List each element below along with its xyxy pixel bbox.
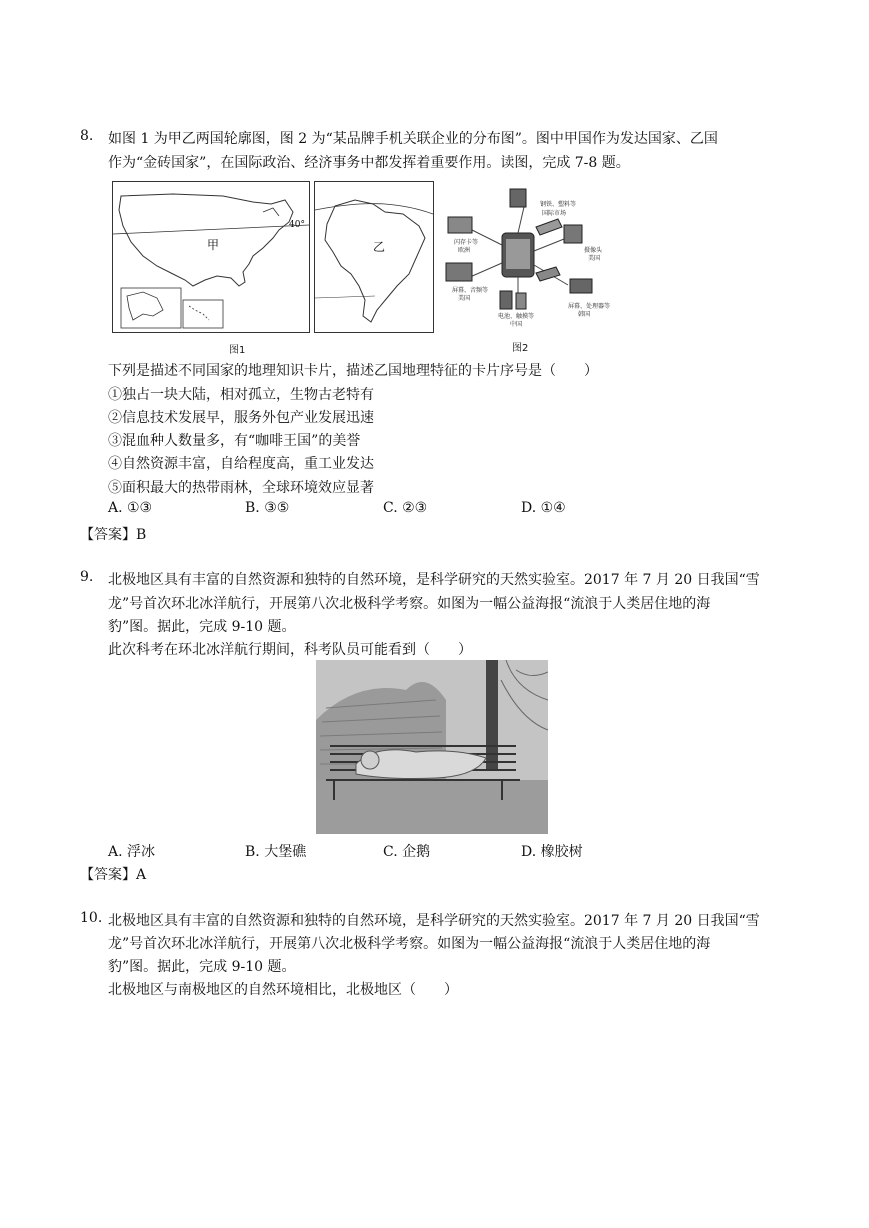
fig2-label-1: 钢铁、塑料等 xyxy=(540,201,577,208)
fig2-label-11: 屏幕、处理器等 xyxy=(568,303,611,310)
q8-option-d[interactable]: D. ①④ xyxy=(521,500,566,516)
q10-stem-line-1: 北极地区具有丰富的自然资源和独特的自然环境，是科学研究的天然实验室。2017 年 7 月 20 日我国“雪 xyxy=(108,913,760,929)
q9-answer: 【答案】A xyxy=(80,867,147,883)
fig2-label-12: 韩国 xyxy=(578,311,591,318)
usa-outline-map xyxy=(113,182,309,332)
fig2-label-9: 电池、触摸等 xyxy=(498,313,535,320)
q8-stem-line-1: 如图 1 为甲乙两国轮廓图，图 2 为“某品牌手机关联企业的分布图”。图中甲国作为发达国家、乙国 xyxy=(108,131,718,147)
seal-on-bench-poster xyxy=(316,660,548,834)
latitude-label: 40° xyxy=(289,220,305,230)
figure1-caption: 图1 xyxy=(229,345,246,356)
fig2-label-3: 闪存卡等 xyxy=(454,239,479,246)
q10-number: 10. xyxy=(80,910,103,926)
q9-question: 此次科考在环北冰洋航行期间，科考队员可能看到（ ） xyxy=(108,642,472,658)
q8-stem-line-2: 作为“金砖国家”，在国际政治、经济事务中都发挥着重要作用。读图，完成 7-8 题。 xyxy=(108,155,630,171)
fig2-label-8: 美国 xyxy=(458,295,471,302)
figure2-caption: 图2 xyxy=(512,343,529,354)
q9-option-d[interactable]: D. 橡胶树 xyxy=(521,844,583,860)
q9-option-a[interactable]: A. 浮冰 xyxy=(108,844,156,860)
q8-card-4: ④自然资源丰富，自给程度高，重工业发达 xyxy=(108,456,374,472)
figure2-supply-chain xyxy=(440,181,616,331)
q8-card-1: ①独占一块大陆，相对孤立，生物古老特有 xyxy=(108,387,374,403)
country-a-label: 甲 xyxy=(207,238,220,252)
figure1-country-a-map xyxy=(112,181,310,333)
q10-stem-line-2: 龙”号首次环北冰洋航行，开展第八次北极科学考察。如图为一幅公益海报“流浪于人类居住地的海 xyxy=(108,936,711,952)
q8-number: 8. xyxy=(80,128,94,144)
fig2-label-5: 摄像头 xyxy=(584,247,603,254)
q9-stem-line-3: 豹”图。据此，完成 9-10 题。 xyxy=(108,619,296,635)
brazil-outline-map xyxy=(315,182,433,332)
q8-answer: 【答案】B xyxy=(80,527,147,543)
seal-bench-photo xyxy=(316,660,548,834)
q9-option-b[interactable]: B. 大堡礁 xyxy=(245,844,307,860)
q8-card-5: ⑤面积最大的热带雨林，全球环境效应显著 xyxy=(108,480,374,496)
fig2-label-2: 国际市场 xyxy=(542,210,567,217)
q8-option-b[interactable]: B. ③⑤ xyxy=(245,500,290,516)
q8-card-3: ③混血种人数量多，有“咖啡王国”的美誉 xyxy=(108,433,361,449)
q9-stem-line-1: 北极地区具有丰富的自然资源和独特的自然环境，是科学研究的天然实验室。2017 年 7 月 20 日我国“雪 xyxy=(108,572,760,588)
q8-question: 下列是描述不同国家的地理知识卡片，描述乙国地理特征的卡片序号是（ ） xyxy=(108,363,598,379)
fig2-label-6: 美国 xyxy=(588,255,601,262)
q9-stem-line-2: 龙”号首次环北冰洋航行，开展第八次北极科学考察。如图为一幅公益海报“流浪于人类居住地的海 xyxy=(108,596,711,612)
q10-question: 北极地区与南极地区的自然环境相比，北极地区（ ） xyxy=(108,982,458,998)
q8-option-c[interactable]: C. ②③ xyxy=(383,500,428,516)
q9-option-c[interactable]: C. 企鹅 xyxy=(383,844,431,860)
country-b-label: 乙 xyxy=(373,240,386,254)
fig2-label-7: 屏幕、音频等 xyxy=(452,287,489,294)
q8-option-a[interactable]: A. ①③ xyxy=(108,500,153,516)
q9-number: 9. xyxy=(80,569,94,585)
fig2-label-4: 欧洲 xyxy=(458,247,471,254)
q8-card-2: ②信息技术发展早，服务外包产业发展迅速 xyxy=(108,410,374,426)
fig2-label-10: 中国 xyxy=(510,321,523,328)
q10-stem-line-3: 豹”图。据此，完成 9-10 题。 xyxy=(108,959,296,975)
figure1-country-b-map xyxy=(314,181,434,333)
